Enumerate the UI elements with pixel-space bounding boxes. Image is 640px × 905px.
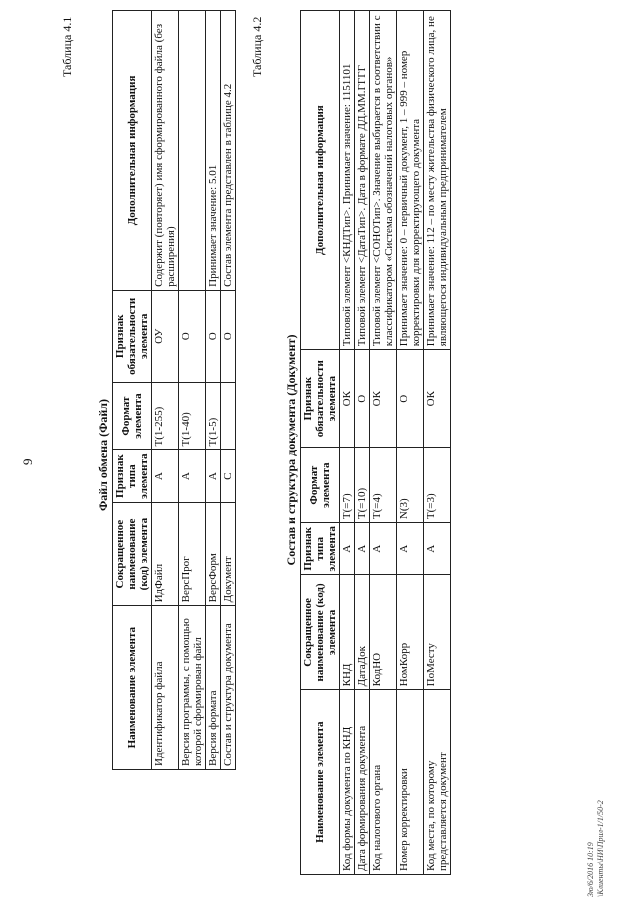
table1-header-row [113,11,152,770]
cell: N(3) [397,448,424,523]
cell: ВерсФорм [206,502,221,606]
cell: Типовой элемент <КНДТип>. Принимает значение: 1151101 [340,11,355,350]
cell: T(1-255) [152,382,179,450]
cell: ОК [340,350,355,448]
table-row [397,11,424,875]
table1-header: Признак типа элемента [113,450,152,502]
table-row [424,11,451,875]
cell: Принимает значение: 0 – первичный документ, 1 – 999 – номер корректировки для корректирующего документа [397,11,424,350]
table2-header: Признак типа элемента [301,523,340,575]
table-row [370,11,397,875]
table-row [355,11,370,875]
cell [221,382,236,450]
page-number: 9 [20,458,35,465]
cell: А [152,450,179,502]
table1-header: Дополнительная информация [113,11,152,291]
table2-header: Наименование элемента [301,690,340,875]
table2-header: Признак обязательности элемента [301,350,340,448]
cell: А [370,523,397,575]
table-row [152,11,179,770]
cell: А [206,450,221,502]
cell: Документ [221,502,236,606]
cell: Типовой элемент <ДатаТип>. Дата в формате ДД.ММ.ГГГГ [355,11,370,350]
cell: T(1-5) [206,382,221,450]
cell: ОК [424,350,451,448]
cell: Код налогового органа [370,690,397,875]
cell: Принимает значение: 112 – по месту жительства физического лица, не являющегося индивидуальным предпринимателем [424,11,451,350]
cell: Дата формирования документа [355,690,370,875]
table2-header: Дополнительная информация [301,11,340,350]
table2-header: Сокращенное наименование (код) элемента [301,575,340,690]
cell: ПоМесту [424,575,451,690]
table1-header: Формат элемента [113,382,152,450]
cell: Содержит (повторяет) имя сформированного файла (без расширения) [152,11,179,291]
cell: О [206,290,221,382]
table-row [206,11,221,770]
table2-header: Формат элемента [301,448,340,523]
cell: О [397,350,424,448]
cell [179,11,206,291]
stamp-line: \Клиенты\НИ\Прил-1/1/50-2 [596,800,605,897]
table2-title: Состав и структура документа (Документ) [284,334,298,566]
cell: Принимает значение: 5.01 [206,11,221,291]
cell: Версия формата [206,606,221,770]
table2-header-row [301,11,340,875]
cell: T(=4) [370,448,397,523]
cell: ОУ [152,290,179,382]
cell: ОК [370,350,397,448]
document-stamp [586,800,606,897]
table2-label: Таблица 4.2 [250,16,264,77]
table2 [300,10,451,875]
cell: О [179,290,206,382]
cell: Номер корректировки [397,690,424,875]
cell: НомКорр [397,575,424,690]
cell: О [221,290,236,382]
cell: Код формы документа по КНД [340,690,355,875]
cell: А [340,523,355,575]
cell: Версия программы, с помощью которой сформирован файл [179,606,206,770]
cell: Код места, по которому представляется документ [424,690,451,875]
cell: Состав элемента представлен в таблице 4.2 [221,11,236,291]
table-row [340,11,355,875]
cell: T(1-40) [179,382,206,450]
table1-label: Таблица 4.1 [60,16,74,77]
table1-header: Наименование элемента [113,606,152,770]
cell: T(=3) [424,448,451,523]
table1-title: Файл обмена (Файл) [96,398,110,512]
cell: Типовой элемент <СОНОТип>. Значение выбирается в соответствии с классификатором «Система обозначений налоговых органов» [370,11,397,350]
cell: А [424,523,451,575]
cell: С [221,450,236,502]
table1-header: Сокращенное наименование (код) элемента [113,502,152,606]
cell: А [179,450,206,502]
cell: Состав и структура документа [221,606,236,770]
table-row [179,11,206,770]
table1-header: Признак обязательности элемента [113,290,152,382]
cell: Идентификатор файла [152,606,179,770]
cell: О [355,350,370,448]
cell: ИдФайл [152,502,179,606]
cell: T(=10) [355,448,370,523]
cell: А [355,523,370,575]
cell: А [397,523,424,575]
table-row [221,11,236,770]
stamp-line: 3ю/6/2016 10:19 [586,842,595,897]
cell: T(=7) [340,448,355,523]
table1 [112,10,236,770]
cell: ВерсПрог [179,502,206,606]
cell: КодНО [370,575,397,690]
cell: ДатаДок [355,575,370,690]
cell: КНД [340,575,355,690]
